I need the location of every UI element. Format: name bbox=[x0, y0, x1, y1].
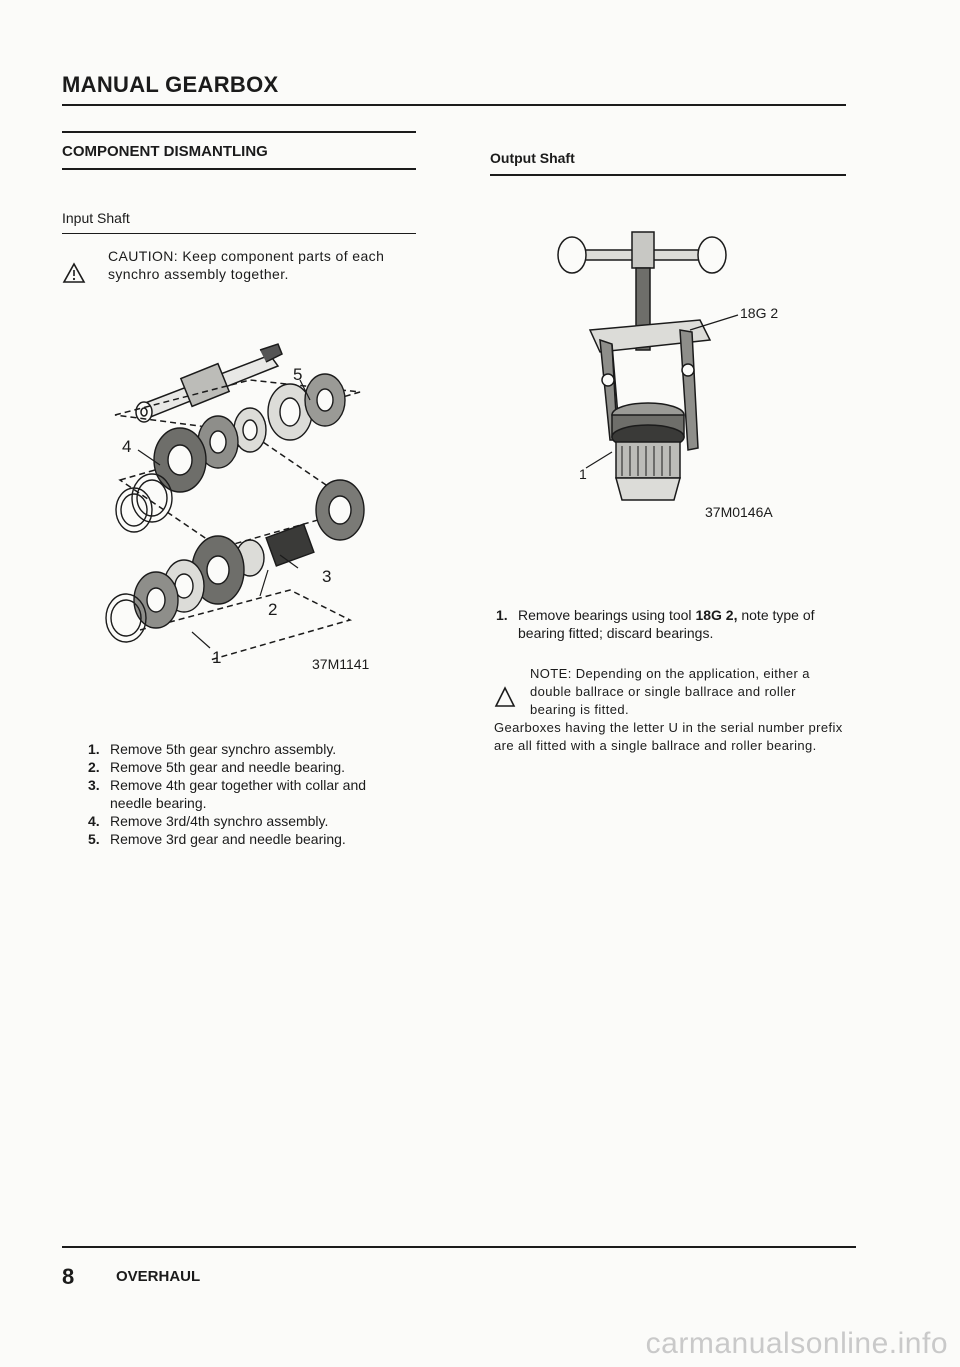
page-title: MANUAL GEARBOX bbox=[62, 72, 279, 97]
section-rule-top bbox=[62, 131, 416, 133]
footer-section-label: OVERHAUL bbox=[116, 1268, 201, 1285]
callout-1: 1 bbox=[212, 648, 222, 667]
subsection-rule bbox=[62, 233, 416, 234]
caution-icon bbox=[62, 262, 86, 284]
step-text-after: note type of bearing fitted; discard bearings. bbox=[518, 607, 815, 641]
list-item bbox=[88, 830, 388, 848]
step-number: 5. bbox=[88, 831, 100, 847]
list-item bbox=[88, 812, 388, 830]
page-number: 8 bbox=[62, 1264, 75, 1289]
tool-reference: 18G 2, bbox=[695, 607, 738, 623]
list-item bbox=[88, 758, 388, 776]
header-rule bbox=[62, 104, 846, 106]
output-step bbox=[496, 606, 846, 642]
step-text: Remove 5th gear synchro assembly. bbox=[110, 741, 337, 757]
output-shaft-rule bbox=[490, 174, 846, 176]
step-number: 2. bbox=[88, 759, 100, 775]
caution-text: CAUTION: Keep component parts of each synchro assembly together. bbox=[108, 248, 385, 282]
callout-2: 2 bbox=[268, 600, 278, 619]
note-continued-text: Gearboxes having the letter U in the serial number prefix are all fitted with a single ballrace and roller bearing. bbox=[494, 720, 843, 753]
list-item bbox=[88, 776, 388, 812]
watermark: carmanualsonline.info bbox=[645, 1327, 948, 1360]
list-item bbox=[88, 740, 388, 758]
step-text bbox=[518, 606, 844, 642]
step-number: 1. bbox=[88, 741, 100, 757]
note-icon bbox=[494, 686, 516, 708]
note-text: NOTE: Depending on the application, either a double ballrace or single ballrace and roller bearing is fitted. bbox=[530, 666, 810, 717]
footer-rule bbox=[62, 1246, 856, 1248]
section-title-component-dismantling: COMPONENT DISMANTLING bbox=[62, 143, 268, 160]
step-text-before: Remove bearings using tool bbox=[518, 607, 696, 623]
section-title-output-shaft: Output Shaft bbox=[490, 150, 575, 166]
bearing-puller-diagram bbox=[560, 220, 800, 520]
step-text: Remove 4th gear together with collar and needle bearing. bbox=[110, 777, 367, 811]
step-number: 3. bbox=[88, 777, 100, 793]
callout-4: 4 bbox=[122, 437, 132, 456]
puller-callout-1: 1 bbox=[579, 466, 587, 482]
figure-code-37m1141: 37M1141 bbox=[312, 656, 370, 672]
subsection-title-input-shaft: Input Shaft bbox=[62, 210, 130, 226]
callout-3: 3 bbox=[322, 567, 332, 586]
step-number: 1. bbox=[496, 607, 508, 623]
step-text: Remove 5th gear and needle bearing. bbox=[110, 759, 346, 775]
step-text: Remove 3rd/4th synchro assembly. bbox=[110, 813, 329, 829]
step-number: 4. bbox=[88, 813, 100, 829]
section-rule-bottom bbox=[62, 168, 416, 170]
input-shaft-exploded-diagram bbox=[100, 330, 380, 670]
tool-label-18g2: 18G 2 bbox=[740, 305, 779, 321]
callout-5: 5 bbox=[293, 365, 303, 384]
step-text: Remove 3rd gear and needle bearing. bbox=[110, 831, 346, 847]
figure-code-37m0146a: 37M0146A bbox=[705, 504, 773, 520]
